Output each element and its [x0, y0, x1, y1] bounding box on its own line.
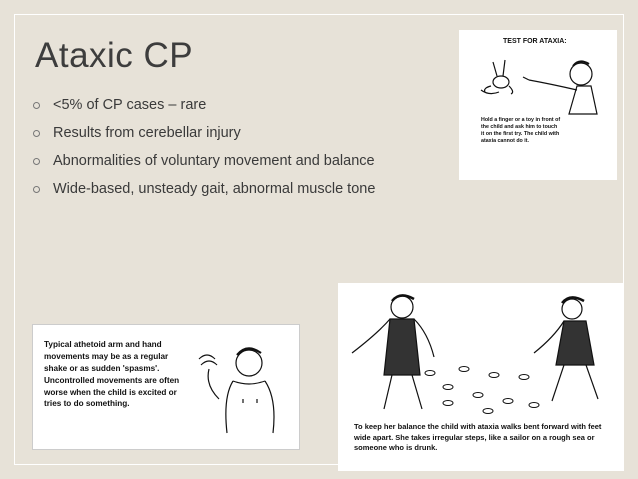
bullet-icon: [33, 158, 40, 165]
ataxia-test-caption: Hold a finger or a toy in front of the child and ask him to touch it on the first try. The child with ataxia cannot do it.: [481, 117, 561, 144]
bullet-item: [33, 181, 375, 209]
bullet-text: <5% of CP cases – rare: [53, 97, 207, 113]
bullet-text: Wide-based, unsteady gait, abnormal muscle tone: [53, 181, 376, 197]
bullet-item: [33, 153, 375, 181]
athetoid-caption: Typical athetoid arm and hand movements may be as a regular shake or as sudden 'spasms'. Uncontrolled movements are often worse when the child is excited or tries to do something.: [44, 340, 180, 409]
child-reaching-illustration: [459, 30, 617, 180]
gait-caption: To keep her balance the child with ataxia walks bent forward with feet wide apart. She takes irregular steps, like a sailor on a rough sea or someone who is drunk.: [354, 422, 602, 452]
bullet-text: Results from cerebellar injury: [53, 125, 241, 141]
bullet-list: [33, 97, 375, 209]
bullet-icon: [33, 130, 40, 137]
ataxia-test-heading: TEST FOR ATAXIA:: [503, 38, 567, 45]
athetoid-figure: [32, 324, 300, 450]
athetoid-child-illustration: [33, 325, 299, 449]
slide-title: Ataxic CP: [35, 36, 194, 75]
ataxic-gait-figure: [338, 283, 624, 471]
bullet-icon: [33, 186, 40, 193]
ataxia-test-figure: [459, 30, 617, 180]
bullet-text: Abnormalities of voluntary movement and balance: [53, 153, 375, 169]
bullet-icon: [33, 102, 40, 109]
bullet-item: [33, 125, 375, 153]
bullet-item: [33, 97, 375, 125]
